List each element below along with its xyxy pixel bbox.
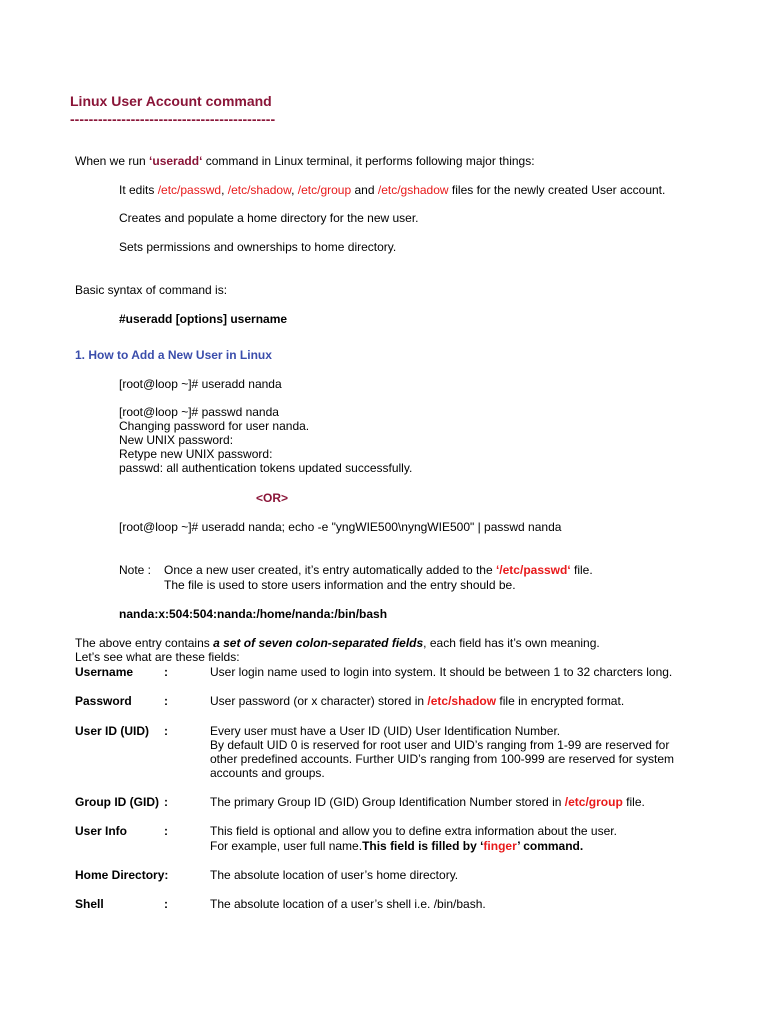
field-desc-gid-pre: The primary Group ID (GID) Group Identification Number stored in <box>210 795 565 809</box>
intro-paragraph <box>75 154 535 168</box>
command-passwd-line-1: [root@loop ~]# passwd nanda <box>119 405 279 419</box>
note-label: Note : <box>119 563 152 577</box>
field-colon-gid: : <box>164 795 168 809</box>
intro-text-pre: When we run <box>75 154 150 168</box>
field-colon-username: : <box>164 665 168 679</box>
note-line-2: The file is used to store users information and the entry should be. <box>164 578 516 592</box>
field-desc-uid-line-1: Every user must have a User ID (UID) User Identification Number. <box>210 724 561 738</box>
field-colon-password: : <box>164 694 168 708</box>
command-passwd-line-2: Changing password for user nanda. <box>119 419 310 433</box>
note-line-1-post: file. <box>570 563 593 577</box>
fields-intro-pre: The above entry contains <box>75 636 214 650</box>
field-desc-shell: The absolute location of a user’s shell i.e. /bin/bash. <box>210 897 486 911</box>
bullet1-text-b: files for the newly created User account. <box>448 183 666 197</box>
field-label-home: Home Directory: <box>75 868 169 882</box>
or-separator: <OR> <box>256 491 289 505</box>
field-desc-username: User login name used to login into system. It should be between 1 to 32 charcters long. <box>210 665 673 679</box>
passwd-entry-example: nanda:x:504:504:nanda:/home/nanda:/bin/bash <box>119 607 388 621</box>
file-group: /etc/group <box>297 183 352 197</box>
bullet1-sep3: and <box>351 183 378 197</box>
field-label-username: Username <box>75 665 134 679</box>
field-desc-uid-line-4: accounts and groups. <box>210 766 325 780</box>
field-colon-uid: : <box>164 724 168 738</box>
syntax-command: #useradd [options] username <box>119 312 288 326</box>
command-passwd-line-3: New UNIX password: <box>119 433 234 447</box>
field-desc-uid-line-3: other predefined accounts. Further UID’s ranging from 100-999 are reserved for system <box>210 752 675 766</box>
title-underline: -------------------------------------------- <box>70 111 276 127</box>
bullet-home-directory: Creates and populate a home directory for the new user. <box>119 211 419 225</box>
field-label-gid: Group ID (GID) <box>75 795 159 809</box>
field-command-finger: finger <box>483 839 518 853</box>
field-file-shadow: /etc/shadow <box>427 694 497 708</box>
fields-intro-line-2: Let’s see what are these fields: <box>75 650 240 664</box>
field-label-password: Password <box>75 694 132 708</box>
field-desc-password-pre: User password (or x character) stored in <box>210 694 428 708</box>
field-label-userinfo: User Info <box>75 824 128 838</box>
field-desc-userinfo-pre: For example, user full name. <box>210 839 363 853</box>
field-file-group: /etc/group <box>564 795 623 809</box>
bullet1-sep2: , <box>291 183 298 197</box>
fields-intro-post: , each field has it’s own meaning. <box>423 636 600 650</box>
field-colon-userinfo: : <box>164 824 168 838</box>
bullet-edits-files <box>119 183 665 197</box>
note-file-passwd: ‘/etc/passwd‘ <box>495 563 571 577</box>
field-label-uid: User ID (UID) <box>75 724 150 738</box>
command-useradd-echo: [root@loop ~]# useradd nanda; echo -e "yngWIE500\nyngWIE500" | passwd nanda <box>119 520 562 534</box>
field-desc-uid-line-2: By default UID 0 is reserved for root user and UID’s ranging from 1-99 are reserved for <box>210 738 670 752</box>
intro-text-post: command in Linux terminal, it performs following major things: <box>202 154 535 168</box>
file-passwd: /etc/passwd <box>157 183 222 197</box>
file-shadow: /etc/shadow <box>227 183 292 197</box>
note-line-1 <box>164 563 593 577</box>
field-desc-userinfo-line-2 <box>210 839 583 853</box>
syntax-label: Basic syntax of command is: <box>75 283 228 297</box>
command-passwd-line-5: passwd: all authentication tokens updated successfully. <box>119 461 413 475</box>
note-line-1-pre: Once a new user created, it’s entry automatically added to the <box>164 563 496 577</box>
field-colon-shell: : <box>164 897 168 911</box>
bullet1-sep1: , <box>221 183 228 197</box>
field-label-shell: Shell <box>75 897 104 911</box>
field-desc-password <box>210 694 624 708</box>
command-useradd: [root@loop ~]# useradd nanda <box>119 377 282 391</box>
field-desc-userinfo-end: ’ command. <box>517 839 584 853</box>
bullet1-text-a: It edits <box>119 183 158 197</box>
file-gshadow: /etc/gshadow <box>377 183 449 197</box>
field-desc-userinfo-line-1: This field is optional and allow you to define extra information about the user. <box>210 824 617 838</box>
field-desc-password-post: file in encrypted format. <box>496 694 625 708</box>
fields-intro-emphasis: a set of seven colon-separated fields <box>213 636 424 650</box>
section-heading-add-user: 1. How to Add a New User in Linux <box>75 348 272 362</box>
field-desc-gid-post: file. <box>622 795 645 809</box>
intro-command: ‘useradd‘ <box>149 154 203 168</box>
command-passwd-line-4: Retype new UNIX password: <box>119 447 273 461</box>
bullet-permissions: Sets permissions and ownerships to home directory. <box>119 240 397 254</box>
field-desc-gid <box>210 795 645 809</box>
field-desc-home: The absolute location of user’s home directory. <box>210 868 459 882</box>
field-desc-userinfo-bold: This field is filled by ‘ <box>362 839 484 853</box>
fields-intro-line-1 <box>75 636 600 650</box>
page-title: Linux User Account command <box>70 93 272 109</box>
